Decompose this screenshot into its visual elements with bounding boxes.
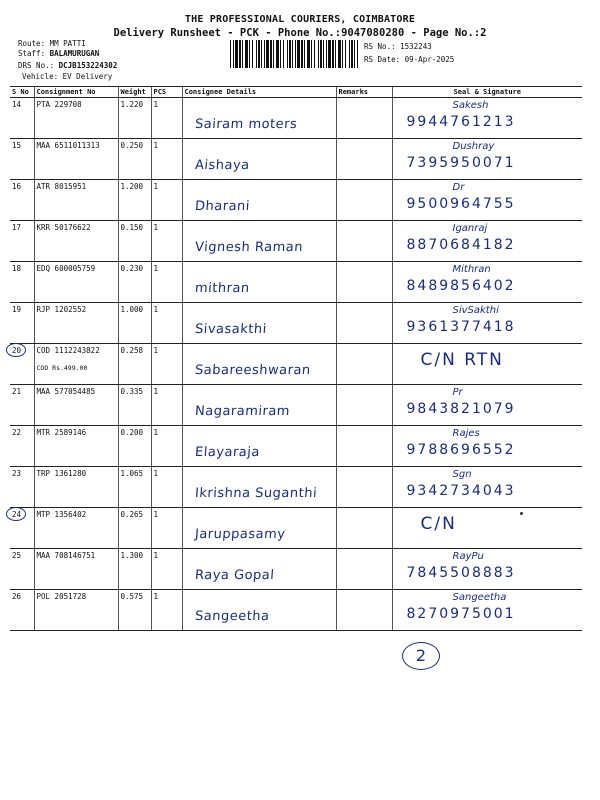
table-row (10, 303, 582, 344)
staff-name: BALAMURUGAN (49, 49, 100, 58)
barcode-bar (320, 40, 322, 68)
signature-cell (392, 508, 582, 549)
table-row (10, 508, 582, 549)
remarks-cell (336, 590, 392, 631)
remarks-cell (336, 385, 392, 426)
pcs-cell: 1 (151, 467, 182, 508)
pcs-cell: 1 (151, 303, 182, 344)
consignee-cell (182, 303, 336, 344)
weight-cell: 1.065 (118, 467, 151, 508)
phone-number: 7845508883 (406, 565, 516, 581)
header-consignee: Consignee Details (182, 87, 336, 98)
barcode-bar (307, 40, 310, 68)
signature-cell (392, 303, 582, 344)
consignment-cell (34, 344, 118, 385)
table-row (10, 98, 582, 139)
barcode-bar (311, 40, 312, 68)
serial-cell (10, 426, 34, 467)
barcode-bar (261, 40, 262, 68)
serial-circle-mark (6, 343, 26, 357)
consignment-cell (34, 385, 118, 426)
consignment-cell (34, 180, 118, 221)
barcode-bar (252, 40, 253, 68)
header-pcs: PCS (151, 87, 182, 98)
consignee-name: Raya Gopal (193, 568, 275, 583)
signature-cell (392, 344, 582, 385)
consignee-name: Ikrishna Suganthi (193, 486, 318, 501)
serial-circle-mark (6, 507, 26, 521)
barcode-bar (349, 40, 350, 68)
table-row (10, 344, 582, 385)
consignee-cell (182, 426, 336, 467)
consignee-name: Jaruppasamy (193, 527, 286, 542)
pcs-cell: 1 (151, 385, 182, 426)
consignee-name: Sivasakthi (193, 322, 267, 337)
rs-date: RS Date: 09-Apr-2025 (364, 55, 455, 64)
serial-number: 20 (12, 346, 22, 355)
signature-cell (392, 262, 582, 303)
barcode-bar (297, 40, 300, 68)
weight-cell: 0.230 (118, 262, 151, 303)
staff-label: Staff: (18, 49, 50, 58)
barcode-bar (273, 40, 274, 68)
document-subtitle: Delivery Runsheet - PCK - Phone No.:9047080280 - Page No.:2 (113, 27, 487, 39)
remarks-cell (336, 467, 392, 508)
barcode-bar (256, 40, 257, 68)
barcode-bar (326, 40, 327, 68)
barcode-bar (351, 40, 353, 68)
barcode-bar (314, 40, 315, 68)
signature-scribble: Sgn (452, 469, 472, 480)
remarks-cell (336, 262, 392, 303)
barcode-bar (338, 40, 341, 68)
table-row (10, 590, 582, 631)
barcode (230, 40, 358, 68)
route-text: Route: MM PATTI (18, 39, 86, 48)
consignment-number: RJP 1202552 (36, 305, 87, 314)
serial-cell (10, 262, 34, 303)
serial-cell (10, 180, 34, 221)
phone-number: 9342734043 (406, 483, 516, 499)
signature-cell (392, 549, 582, 590)
serial-cell (10, 467, 34, 508)
consignment-number: MAA 6511011313 (36, 141, 100, 150)
signature-scribble: Iganraj (452, 223, 488, 234)
phone-number: 9788696552 (406, 442, 516, 458)
barcode-bar (266, 40, 269, 68)
barcode-bar (276, 40, 279, 68)
serial-number: 14 (12, 100, 22, 109)
table-row (10, 180, 582, 221)
serial-number: 26 (12, 592, 22, 601)
consignee-name: Sairam moters (193, 117, 298, 132)
signature-cell (392, 426, 582, 467)
remarks-cell (336, 180, 392, 221)
table-row (10, 549, 582, 590)
barcode-bar (295, 40, 296, 68)
weight-cell: 0.200 (118, 426, 151, 467)
remarks-cell (336, 139, 392, 180)
consignee-cell (182, 180, 336, 221)
phone-number: 9944761213 (406, 114, 516, 130)
consignment-number: PTA 229708 (36, 100, 82, 109)
pcs-cell: 1 (151, 262, 182, 303)
consignee-name: Vignesh Raman (193, 240, 303, 255)
consignment-cell (34, 549, 118, 590)
pcs-cell: 1 (151, 344, 182, 385)
pcs-cell: 1 (151, 590, 182, 631)
cod-amount: COD Rs.499.00 (36, 364, 88, 372)
phone-number: 8870684182 (406, 237, 516, 253)
signature-scribble: Pr (452, 387, 463, 398)
weight-cell: 0.250 (118, 139, 151, 180)
serial-cell (10, 98, 34, 139)
serial-number: 23 (12, 469, 22, 478)
table-row (10, 221, 582, 262)
signature-scribble: Rajes (452, 428, 480, 439)
consignment-number: COD 1112243822 (36, 346, 100, 355)
serial-number: 15 (12, 141, 22, 150)
table-header-row (10, 87, 582, 98)
barcode-bar (332, 40, 334, 68)
phone-number: 8489856402 (406, 278, 516, 294)
barcode-bar (292, 40, 293, 68)
barcode-bar (301, 40, 303, 68)
consignee-name: Nagaramiram (193, 404, 291, 419)
serial-number: 22 (12, 428, 22, 437)
signature-scribble: Mithran (452, 264, 491, 275)
handwritten-remark: C/N RTN (420, 350, 504, 370)
barcode-bar (230, 40, 231, 68)
pcs-cell: 1 (151, 221, 182, 262)
pcs-cell: 1 (151, 98, 182, 139)
drs-label: DRS No.: (18, 61, 59, 70)
consignment-cell (34, 139, 118, 180)
signature-cell (392, 221, 582, 262)
signature-scribble: SivSakthi (452, 305, 499, 316)
consignee-cell (182, 98, 336, 139)
phone-number: 9500964755 (406, 196, 516, 212)
signature-scribble: Dr (452, 182, 465, 193)
consignment-cell (34, 221, 118, 262)
consignee-name: Sangeetha (193, 609, 270, 624)
header-signature: Seal & Signature (392, 87, 582, 98)
phone-number: 9843821079 (406, 401, 516, 417)
serial-number: 16 (12, 182, 22, 191)
consignee-cell (182, 508, 336, 549)
barcode-bar (323, 40, 324, 68)
serial-cell (10, 139, 34, 180)
header-sno: S No (10, 87, 34, 98)
barcode-bar (245, 40, 248, 68)
signature-cell (392, 98, 582, 139)
serial-cell (10, 221, 34, 262)
barcode-bar (335, 40, 336, 68)
serial-number: 21 (12, 387, 22, 396)
consignee-cell (182, 549, 336, 590)
table-row (10, 385, 582, 426)
pcs-cell: 1 (151, 549, 182, 590)
ink-dot (520, 512, 523, 515)
phone-number: 7395950071 (406, 155, 516, 171)
consignment-cell (34, 508, 118, 549)
consignment-cell (34, 98, 118, 139)
remarks-cell (336, 303, 392, 344)
rs-number: RS No.: 1532243 (364, 42, 432, 51)
consignment-number: MAA 577054485 (36, 387, 96, 396)
barcode-bar (249, 40, 250, 68)
consignment-cell (34, 426, 118, 467)
weight-cell: 0.150 (118, 221, 151, 262)
barcode-bar (233, 40, 234, 68)
consignment-number: MAA 708146751 (36, 551, 96, 560)
page-number-mark: 2 (402, 642, 440, 670)
consignee-cell (182, 467, 336, 508)
barcode-bar (283, 40, 284, 68)
barcode-bar (318, 40, 319, 68)
serial-cell (10, 590, 34, 631)
signature-scribble: Sangeetha (452, 592, 507, 603)
consignment-number: TRP 1361280 (36, 469, 87, 478)
weight-cell: 1.300 (118, 549, 151, 590)
phone-number: 9361377418 (406, 319, 516, 335)
barcode-bar (354, 40, 355, 68)
drs-line (18, 61, 117, 71)
vehicle-text: Vehicle: EV Delivery (22, 72, 113, 81)
remarks-cell (336, 426, 392, 467)
consignment-number: MTR 2589146 (36, 428, 87, 437)
signature-cell (392, 139, 582, 180)
barcode-bar (304, 40, 305, 68)
table-row (10, 426, 582, 467)
header-weight: Weight (118, 87, 151, 98)
remarks-cell (336, 221, 392, 262)
consignee-cell (182, 139, 336, 180)
consignment-number: POL 2051728 (36, 592, 87, 601)
consignment-cell (34, 467, 118, 508)
consignee-cell (182, 385, 336, 426)
barcode-bar (342, 40, 343, 68)
signature-cell (392, 385, 582, 426)
phone-number: 8270975001 (406, 606, 516, 622)
barcode-bar (280, 40, 281, 68)
barcode-bar (239, 40, 241, 68)
consignment-number: EDQ 600005759 (36, 264, 96, 273)
serial-number: 24 (12, 510, 22, 519)
barcode-bar (357, 40, 358, 68)
consignment-cell (34, 262, 118, 303)
barcode-bar (264, 40, 265, 68)
weight-cell: 0.258 (118, 344, 151, 385)
signature-scribble: Sakesh (452, 100, 489, 111)
pcs-cell: 1 (151, 139, 182, 180)
serial-number: 18 (12, 264, 22, 273)
consignee-name: mithran (193, 281, 250, 296)
staff-line (18, 49, 99, 59)
remarks-cell (336, 98, 392, 139)
signature-cell (392, 180, 582, 221)
weight-cell: 0.335 (118, 385, 151, 426)
weight-cell: 1.220 (118, 98, 151, 139)
runsheet-table (10, 86, 582, 631)
consignment-number: KRR 50176622 (36, 223, 91, 232)
consignee-cell (182, 221, 336, 262)
serial-cell (10, 303, 34, 344)
barcode-bar (270, 40, 272, 68)
barcode-bar (242, 40, 243, 68)
barcode-bar (345, 40, 346, 68)
drs-number: DCJB153224302 (58, 61, 118, 70)
pcs-cell: 1 (151, 426, 182, 467)
consignment-number: MTP 1356402 (36, 510, 87, 519)
barcode-bar (328, 40, 331, 68)
barcode-bar (235, 40, 238, 68)
header-consignment: Consignment No (34, 87, 118, 98)
handwritten-remark: C/N (420, 514, 457, 534)
table-row (10, 139, 582, 180)
weight-cell: 1.200 (118, 180, 151, 221)
signature-cell (392, 467, 582, 508)
barcode-bar (289, 40, 291, 68)
remarks-cell (336, 549, 392, 590)
table-row (10, 467, 582, 508)
signature-cell (392, 590, 582, 631)
serial-number: 17 (12, 223, 22, 232)
serial-number: 25 (12, 551, 22, 560)
serial-number: 19 (12, 305, 22, 314)
remarks-cell (336, 344, 392, 385)
serial-cell (10, 344, 34, 385)
weight-cell: 0.265 (118, 508, 151, 549)
consignee-name: Dharani (193, 199, 250, 214)
consignment-cell (34, 303, 118, 344)
consignee-cell (182, 590, 336, 631)
consignee-name: Sabareeshwaran (193, 363, 311, 378)
header-remarks: Remarks (336, 87, 392, 98)
barcode-bar (258, 40, 260, 68)
table-row (10, 262, 582, 303)
remarks-cell (336, 508, 392, 549)
signature-scribble: Dushray (452, 141, 495, 152)
document-title: THE PROFESSIONAL COURIERS, COIMBATORE (184, 14, 416, 25)
consignee-cell (182, 262, 336, 303)
consignment-cell (34, 590, 118, 631)
pcs-cell: 1 (151, 508, 182, 549)
serial-cell (10, 508, 34, 549)
consignee-name: Elayaraja (193, 445, 260, 460)
signature-scribble: RayPu (452, 551, 484, 562)
weight-cell: 1.000 (118, 303, 151, 344)
serial-cell (10, 549, 34, 590)
consignee-cell (182, 344, 336, 385)
pcs-cell: 1 (151, 180, 182, 221)
barcode-bar (287, 40, 288, 68)
consignee-name: Aishaya (193, 158, 250, 173)
weight-cell: 0.575 (118, 590, 151, 631)
consignment-number: ATR 8015951 (36, 182, 87, 191)
serial-cell (10, 385, 34, 426)
